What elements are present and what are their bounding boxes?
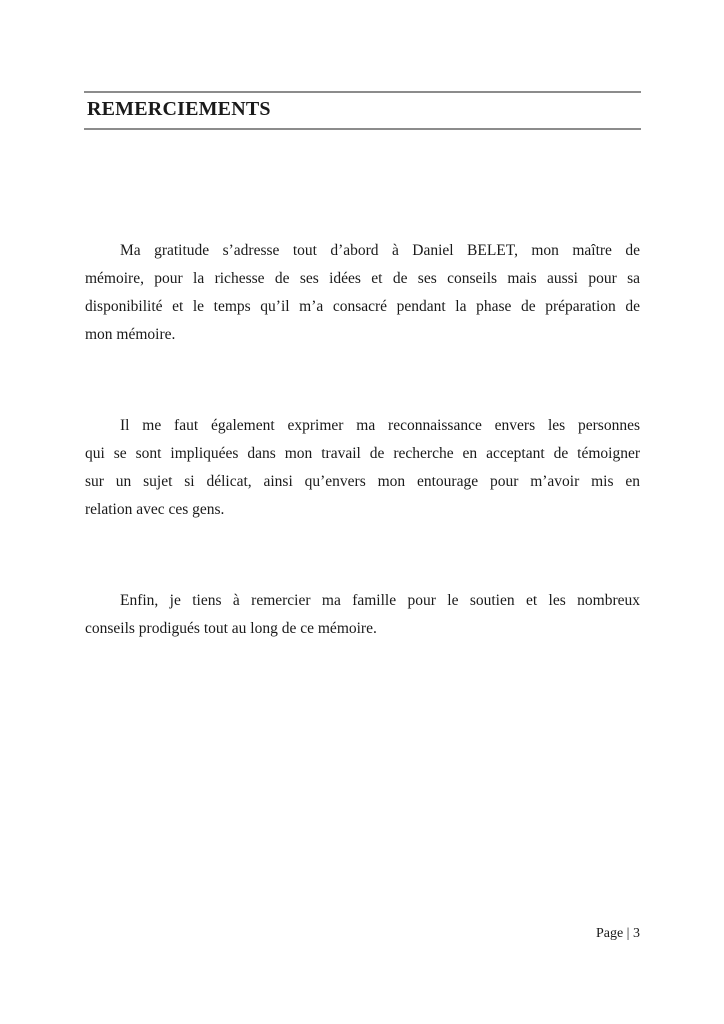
- paragraph-line: relation avec ces gens.: [85, 501, 225, 518]
- paragraph-line: mon mémoire.: [85, 326, 176, 343]
- paragraph-line: sur un sujet si délicat, ainsi qu’envers mon entourage pour m’avoir mis en: [85, 473, 640, 490]
- paragraph: [85, 412, 640, 524]
- page-title: REMERCIEMENTS: [87, 98, 271, 120]
- page-footer: [596, 926, 640, 942]
- document-body: [85, 237, 640, 706]
- page-number: Page | 3: [595, 926, 640, 941]
- paragraph-line: conseils prodigués tout au long de ce mémoire.: [85, 620, 377, 637]
- paragraph: [85, 587, 640, 643]
- paragraph-line: qui se sont impliquées dans mon travail de recherche en acceptant de témoigner: [85, 445, 640, 462]
- paragraph: [85, 237, 640, 349]
- paragraph-line: Enfin, je tiens à remercier ma famille pour le soutien et les nombreux: [120, 592, 640, 609]
- paragraph-line: Ma gratitude s’adresse tout d’abord à Daniel BELET, mon maître de: [120, 242, 640, 259]
- section-header: [84, 91, 641, 130]
- paragraph-line: mémoire, pour la richesse de ses idées et de ses conseils mais aussi pour sa: [85, 270, 640, 287]
- header-bottom-rule: [84, 128, 641, 130]
- header-top-rule: [84, 91, 641, 93]
- paragraph-line: disponibilité et le temps qu’il m’a consacré pendant la phase de préparation de: [85, 298, 640, 315]
- paragraph-line: Il me faut également exprimer ma reconnaissance envers les personnes: [120, 417, 640, 434]
